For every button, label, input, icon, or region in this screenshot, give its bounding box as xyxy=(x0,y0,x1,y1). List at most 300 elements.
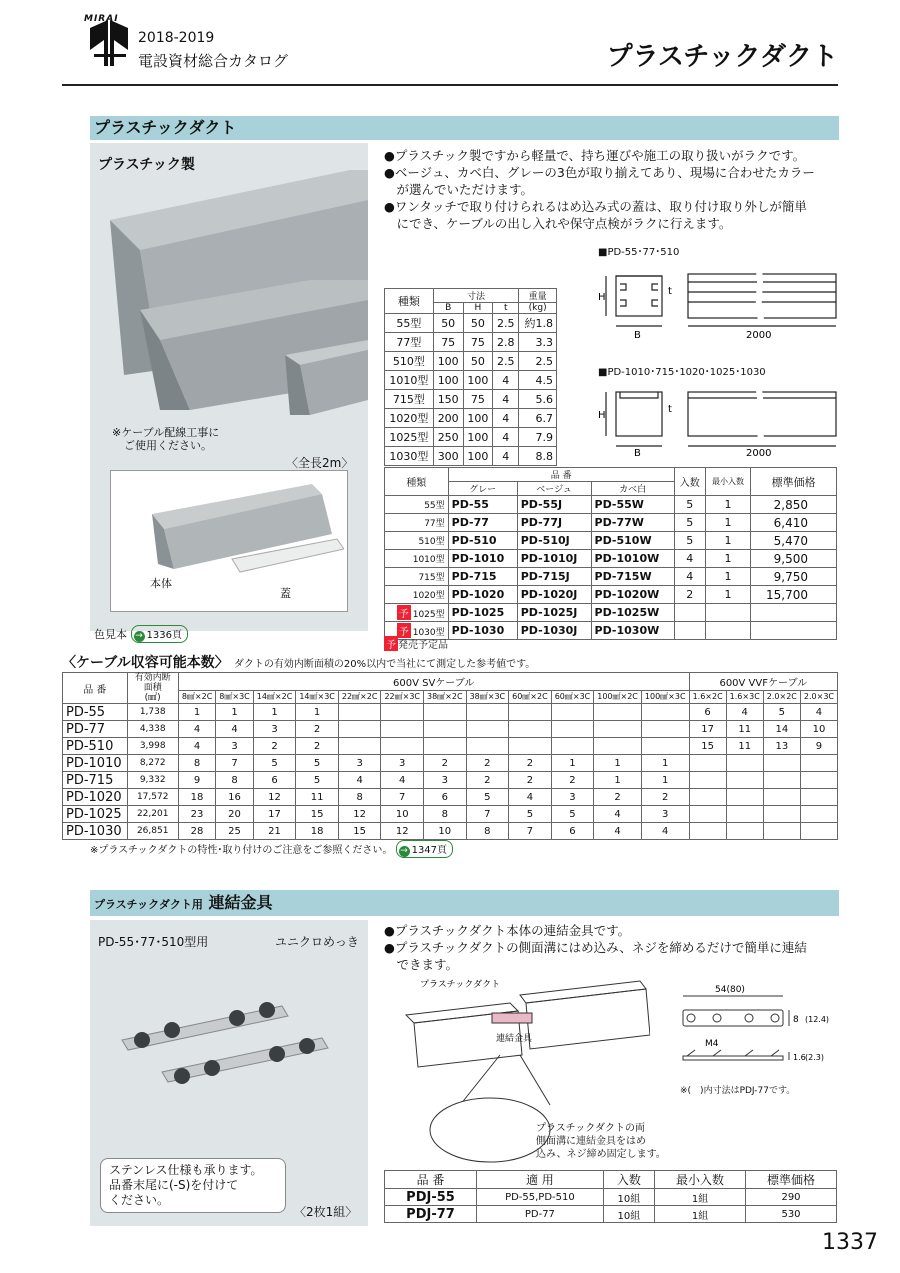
fitting-applies: PD-55･77･510型用 xyxy=(98,935,209,949)
count-cell xyxy=(689,772,726,789)
column-header: 100㎟×2C xyxy=(594,690,642,703)
table-cell: 1010型 xyxy=(385,371,434,390)
count-cell xyxy=(800,772,837,789)
count-cell xyxy=(763,772,800,789)
part-number: PD-77 xyxy=(63,721,128,738)
area-cell: 8,272 xyxy=(127,755,178,772)
table-row xyxy=(63,704,838,721)
table-row xyxy=(385,409,557,428)
table-cell: 50 xyxy=(463,314,493,333)
count-cell xyxy=(424,721,467,738)
dimension-table xyxy=(384,288,557,466)
table-cell: 75 xyxy=(463,390,493,409)
table-header: 入数 xyxy=(603,1171,654,1189)
capacity-foot-text: ※プラスチックダクトの特性･取り付けのご注意をご参照ください。 xyxy=(90,845,393,856)
column-header: 22㎟×2C xyxy=(338,690,381,703)
table-cell: 1組 xyxy=(655,1206,746,1223)
diagram-label-small: ■PD-55･77･510 xyxy=(598,247,680,258)
table-cell: 75 xyxy=(463,333,493,352)
table-header xyxy=(127,673,178,704)
count-cell xyxy=(594,738,642,755)
table-cell: 2.8 xyxy=(493,333,519,352)
part-number: PD-77J xyxy=(517,514,591,532)
stainless-note xyxy=(100,1158,286,1213)
count-cell: 8 xyxy=(216,772,253,789)
min-cell: 1 xyxy=(705,532,750,550)
length-label: 〈全長2m〉 xyxy=(286,456,354,470)
feature-item: が選んでいただけます。 xyxy=(384,182,534,197)
count-cell xyxy=(551,738,594,755)
table-row xyxy=(385,604,837,622)
min-cell: 1 xyxy=(705,496,750,514)
table-header: 入数 xyxy=(674,468,705,496)
area-cell: 9,332 xyxy=(127,772,178,789)
part-number: PD-1030 xyxy=(63,823,128,840)
type-cell xyxy=(385,604,449,622)
table-cell: 10組 xyxy=(603,1206,654,1223)
notice-page-text: 1347頁 xyxy=(411,845,448,856)
column-header: 2.0×3C xyxy=(800,690,837,703)
table-cell: 2.5 xyxy=(493,352,519,371)
count-cell: 4 xyxy=(594,806,642,823)
table-row xyxy=(63,690,838,703)
table-cell: 55型 xyxy=(385,314,434,333)
table-header: 最小入数 xyxy=(655,1171,746,1189)
dim-width: 54(80) xyxy=(715,985,745,995)
table-cell: 8.8 xyxy=(519,447,557,466)
count-cell xyxy=(551,704,594,721)
table-row xyxy=(385,1189,837,1206)
header-divider xyxy=(62,84,838,86)
table-cell: 100 xyxy=(463,428,493,447)
count-cell: 1 xyxy=(641,772,689,789)
count-cell: 10 xyxy=(381,806,424,823)
part-number: PD-510 xyxy=(63,738,128,755)
count-cell xyxy=(641,704,689,721)
table-row xyxy=(385,447,557,466)
color-page-link[interactable] xyxy=(131,625,188,643)
count-cell: 4 xyxy=(594,823,642,840)
part-number: PD-510J xyxy=(517,532,591,550)
table-cell: 4.5 xyxy=(519,371,557,390)
area-cell: 3,998 xyxy=(127,738,178,755)
dim-t-label: t xyxy=(668,286,672,297)
table-header: ベージュ xyxy=(517,482,591,496)
usage-note-line: ご使用ください。 xyxy=(124,439,212,452)
count-cell: 4 xyxy=(800,704,837,721)
feature-item: にでき、ケーブルの出し入れや保守点検がラクに行えます。 xyxy=(384,216,732,231)
table-row xyxy=(385,568,837,586)
count-cell: 2 xyxy=(296,738,339,755)
count-cell: 1 xyxy=(594,772,642,789)
min-cell: 1 xyxy=(705,568,750,586)
count-cell xyxy=(689,806,726,823)
part-number: PD-1025 xyxy=(448,604,517,622)
table-cell: 100 xyxy=(463,371,493,390)
part-number: PD-1020J xyxy=(517,586,591,604)
table-cell: 約1.8 xyxy=(519,314,557,333)
fitting-finish: ユニクロめっき xyxy=(275,935,359,949)
part-number: PD-510W xyxy=(591,532,674,550)
count-cell xyxy=(509,721,552,738)
count-cell: 1 xyxy=(296,704,339,721)
part-number: PD-1020W xyxy=(591,586,674,604)
table-cell: PDJ-77 xyxy=(385,1206,477,1223)
count-cell: 4 xyxy=(509,789,552,806)
type-text: 77型 xyxy=(424,519,445,529)
count-cell: 28 xyxy=(178,823,215,840)
table-row xyxy=(385,289,557,303)
part-number: PD-715 xyxy=(448,568,517,586)
qty-cell xyxy=(674,622,705,640)
count-cell: 5 xyxy=(253,755,296,772)
count-cell xyxy=(800,755,837,772)
count-cell: 2 xyxy=(466,772,509,789)
table-row xyxy=(385,468,837,482)
count-cell: 16 xyxy=(216,789,253,806)
table-row xyxy=(385,532,837,550)
count-cell: 21 xyxy=(253,823,296,840)
table-header: 品 番 xyxy=(385,1171,477,1189)
table-row xyxy=(385,333,557,352)
color-ref xyxy=(94,625,188,643)
table-header: 600V SVケーブル xyxy=(178,673,689,691)
column-header: 38㎟×3C xyxy=(466,690,509,703)
notice-page-link[interactable] xyxy=(396,840,453,858)
fitting-band-title: 連結金具 xyxy=(208,893,273,912)
table-cell: 1020型 xyxy=(385,409,434,428)
count-cell: 3 xyxy=(641,806,689,823)
price-cell: 5,470 xyxy=(751,532,837,550)
count-cell: 4 xyxy=(726,704,763,721)
dim-h-label: H xyxy=(598,410,606,421)
table-cell: 4 xyxy=(493,371,519,390)
pair-label: 〈2枚1組〉 xyxy=(294,1205,358,1219)
dim-height: 8 xyxy=(793,1015,799,1025)
table-row xyxy=(385,1171,837,1189)
table-cell: 1025型 xyxy=(385,428,434,447)
capacity-rows xyxy=(63,704,838,840)
area-header: 有効内断面積 xyxy=(134,673,171,693)
dim-b-label: B xyxy=(634,330,641,341)
count-cell xyxy=(800,789,837,806)
count-cell xyxy=(594,704,642,721)
dim-thickness-alt: (2.3) xyxy=(805,1053,824,1062)
type-cell xyxy=(385,532,449,550)
fitting-dimension-diagram xyxy=(665,982,840,1082)
count-cell: 2 xyxy=(509,755,552,772)
price-cell: 15,700 xyxy=(751,586,837,604)
qty-cell: 4 xyxy=(674,568,705,586)
table-header: 600V VVFケーブル xyxy=(689,673,837,691)
area-cell: 17,572 xyxy=(127,789,178,806)
count-cell xyxy=(338,704,381,721)
brand-text: MIRAI xyxy=(84,14,119,24)
count-cell: 11 xyxy=(726,721,763,738)
table-cell: 250 xyxy=(433,428,463,447)
table-row xyxy=(385,586,837,604)
count-cell: 12 xyxy=(338,806,381,823)
min-cell: 1 xyxy=(705,586,750,604)
count-cell xyxy=(551,721,594,738)
dim-length-label: 2000 xyxy=(746,330,772,341)
table-header: t xyxy=(493,303,519,314)
part-number: PD-55 xyxy=(63,704,128,721)
count-cell: 7 xyxy=(466,806,509,823)
table-row xyxy=(63,755,838,772)
type-cell xyxy=(385,568,449,586)
table-cell: 10組 xyxy=(603,1189,654,1206)
count-cell: 17 xyxy=(253,806,296,823)
count-cell: 3 xyxy=(253,721,296,738)
table-row xyxy=(63,673,838,691)
min-cell xyxy=(705,604,750,622)
table-header: 品 番 xyxy=(448,468,674,482)
count-cell xyxy=(594,721,642,738)
yo-badge: 予 xyxy=(397,623,411,638)
count-cell: 1 xyxy=(551,755,594,772)
column-header: 8㎟×2C xyxy=(178,690,215,703)
count-cell xyxy=(726,789,763,806)
table-header: (kg) xyxy=(519,303,557,314)
count-cell xyxy=(338,738,381,755)
dim-h-label: H xyxy=(598,292,606,303)
count-cell: 3 xyxy=(338,755,381,772)
count-cell xyxy=(689,755,726,772)
table-cell: 150 xyxy=(433,390,463,409)
table-cell: 100 xyxy=(463,409,493,428)
part-number: PD-715W xyxy=(591,568,674,586)
type-cell xyxy=(385,586,449,604)
count-cell: 8 xyxy=(338,789,381,806)
price-cell xyxy=(751,622,837,640)
usage-note-line: ※ケーブル配線工事に xyxy=(112,426,220,439)
count-cell: 20 xyxy=(216,806,253,823)
count-cell: 2 xyxy=(641,789,689,806)
table-cell: 290 xyxy=(746,1189,837,1206)
capacity-table xyxy=(62,672,838,840)
count-cell: 10 xyxy=(424,823,467,840)
count-cell: 18 xyxy=(296,823,339,840)
count-cell: 5 xyxy=(296,772,339,789)
feature-item: ●ワンタッチで取り付けられるはめ込み式の蓋は、取り付け取り外しが簡単 xyxy=(384,199,807,214)
catalog-year: 2018-2019 xyxy=(138,30,215,46)
count-cell: 3 xyxy=(424,772,467,789)
table-cell: 510型 xyxy=(385,352,434,371)
column-header: 2.0×2C xyxy=(763,690,800,703)
diagram-label-large: ■PD-1010･715･1020･1025･1030 xyxy=(598,367,766,378)
table-cell: PDJ-55 xyxy=(385,1189,477,1206)
table-row xyxy=(385,1206,837,1223)
count-cell xyxy=(726,806,763,823)
column-header: 38㎟×2C xyxy=(424,690,467,703)
table-header: 標準価格 xyxy=(746,1171,837,1189)
table-cell: 100 xyxy=(433,352,463,371)
area-cell: 4,338 xyxy=(127,721,178,738)
min-cell: 1 xyxy=(705,550,750,568)
yo-note-text: 発売予定品 xyxy=(398,640,448,651)
price-table xyxy=(384,467,837,640)
price-cell: 2,850 xyxy=(751,496,837,514)
body-lid-photo xyxy=(112,474,344,604)
type-text: 510型 xyxy=(418,537,445,547)
count-cell xyxy=(466,738,509,755)
count-cell: 1 xyxy=(216,704,253,721)
table-cell: 2.5 xyxy=(493,314,519,333)
table-header: 最小入数 xyxy=(705,468,750,496)
table-cell: 7.9 xyxy=(519,428,557,447)
part-number: PD-1030W xyxy=(591,622,674,640)
count-cell xyxy=(338,721,381,738)
table-cell: 530 xyxy=(746,1206,837,1223)
table-header: H xyxy=(463,303,493,314)
count-cell: 6 xyxy=(551,823,594,840)
price-cell xyxy=(751,604,837,622)
count-cell: 4 xyxy=(178,721,215,738)
table-cell: 50 xyxy=(463,352,493,371)
count-cell: 5 xyxy=(296,755,339,772)
table-cell: 100 xyxy=(433,371,463,390)
count-cell: 12 xyxy=(253,789,296,806)
table-row xyxy=(63,772,838,789)
count-cell: 7 xyxy=(216,755,253,772)
table-cell: 77型 xyxy=(385,333,434,352)
count-cell: 3 xyxy=(551,789,594,806)
count-cell: 18 xyxy=(178,789,215,806)
duct-diagram-small xyxy=(596,262,840,350)
column-header: 60㎟×3C xyxy=(551,690,594,703)
type-cell xyxy=(385,514,449,532)
table-row xyxy=(385,550,837,568)
count-cell xyxy=(689,789,726,806)
part-number: PD-1010W xyxy=(591,550,674,568)
table-cell: PD-77 xyxy=(477,1206,604,1223)
feature-item: できます。 xyxy=(384,957,459,972)
duct-label: プラスチックダクト xyxy=(420,980,501,990)
table-row xyxy=(385,371,557,390)
part-number: PD-1025 xyxy=(63,806,128,823)
table-cell: 6.7 xyxy=(519,409,557,428)
count-cell xyxy=(726,823,763,840)
table-cell: 715型 xyxy=(385,390,434,409)
qty-cell: 5 xyxy=(674,496,705,514)
feature-item: ●プラスチックダクト本体の連結金具です。 xyxy=(384,923,631,938)
min-cell xyxy=(705,622,750,640)
count-cell: 15 xyxy=(689,738,726,755)
count-cell: 14 xyxy=(763,721,800,738)
count-cell: 9 xyxy=(178,772,215,789)
page-number: 1337 xyxy=(822,1230,878,1255)
yo-badge: 予 xyxy=(397,605,411,620)
count-cell xyxy=(381,721,424,738)
page-title: プラスチックダクト xyxy=(606,42,838,72)
count-cell: 5 xyxy=(509,806,552,823)
dim-height-alt: (12.4) xyxy=(805,1015,830,1024)
column-header: 14㎟×2C xyxy=(253,690,296,703)
table-cell: 2.5 xyxy=(519,352,557,371)
qty-cell xyxy=(674,604,705,622)
part-number: PD-1030 xyxy=(448,622,517,640)
qty-cell: 5 xyxy=(674,532,705,550)
count-cell: 5 xyxy=(763,704,800,721)
count-cell xyxy=(641,721,689,738)
body-label: 本体 xyxy=(150,577,172,590)
type-cell xyxy=(385,496,449,514)
count-cell: 2 xyxy=(594,789,642,806)
count-cell: 1 xyxy=(253,704,296,721)
part-number: PD-510 xyxy=(448,532,517,550)
qty-cell: 2 xyxy=(674,586,705,604)
part-number: PD-715 xyxy=(63,772,128,789)
count-cell: 11 xyxy=(726,738,763,755)
arrow-right-icon: → xyxy=(135,631,143,641)
table-header: 標準価格 xyxy=(751,468,837,496)
qty-cell: 5 xyxy=(674,514,705,532)
table-cell: 75 xyxy=(433,333,463,352)
count-cell xyxy=(726,772,763,789)
count-cell: 6 xyxy=(689,704,726,721)
qty-cell: 4 xyxy=(674,550,705,568)
table-row xyxy=(385,514,837,532)
table-header: B xyxy=(433,303,463,314)
count-cell: 7 xyxy=(381,789,424,806)
count-cell xyxy=(763,789,800,806)
count-cell: 1 xyxy=(178,704,215,721)
count-cell: 3 xyxy=(216,738,253,755)
count-cell: 4 xyxy=(216,721,253,738)
count-cell: 7 xyxy=(509,823,552,840)
part-number: PD-1030J xyxy=(517,622,591,640)
table-cell: 100 xyxy=(463,447,493,466)
count-cell: 2 xyxy=(466,755,509,772)
count-cell xyxy=(763,806,800,823)
table-cell: 200 xyxy=(433,409,463,428)
table-cell: 4 xyxy=(493,428,519,447)
duct-photo xyxy=(100,160,368,420)
price-cell: 9,500 xyxy=(751,550,837,568)
count-cell: 23 xyxy=(178,806,215,823)
dim-note: ※( )内寸法はPDJ-77です。 xyxy=(680,1086,796,1096)
fitting-label: 連結金具 xyxy=(496,1034,533,1044)
type-text: 715型 xyxy=(418,573,445,583)
table-cell: 50 xyxy=(433,314,463,333)
table-row xyxy=(385,352,557,371)
table-header: 重量 xyxy=(519,289,557,303)
fitting-band-small: プラスチックダクト用 xyxy=(94,898,203,911)
table-header: 種類 xyxy=(385,289,434,314)
count-cell xyxy=(689,823,726,840)
part-number: PD-55W xyxy=(591,496,674,514)
count-cell: 25 xyxy=(216,823,253,840)
table-row xyxy=(63,806,838,823)
stainless-line: ください。 xyxy=(109,1193,170,1207)
type-text: 55型 xyxy=(424,501,445,511)
lid-label: 蓋 xyxy=(280,587,291,600)
count-cell: 5 xyxy=(466,789,509,806)
table-row xyxy=(63,789,838,806)
count-cell: 2 xyxy=(424,755,467,772)
part-number: PD-1010 xyxy=(63,755,128,772)
count-cell: 2 xyxy=(296,721,339,738)
count-cell: 2 xyxy=(253,738,296,755)
count-cell: 4 xyxy=(178,738,215,755)
area-cell: 26,851 xyxy=(127,823,178,840)
count-cell: 4 xyxy=(338,772,381,789)
part-number: PD-55 xyxy=(448,496,517,514)
count-cell xyxy=(763,755,800,772)
area-unit: (㎟) xyxy=(144,693,161,703)
count-cell: 11 xyxy=(296,789,339,806)
